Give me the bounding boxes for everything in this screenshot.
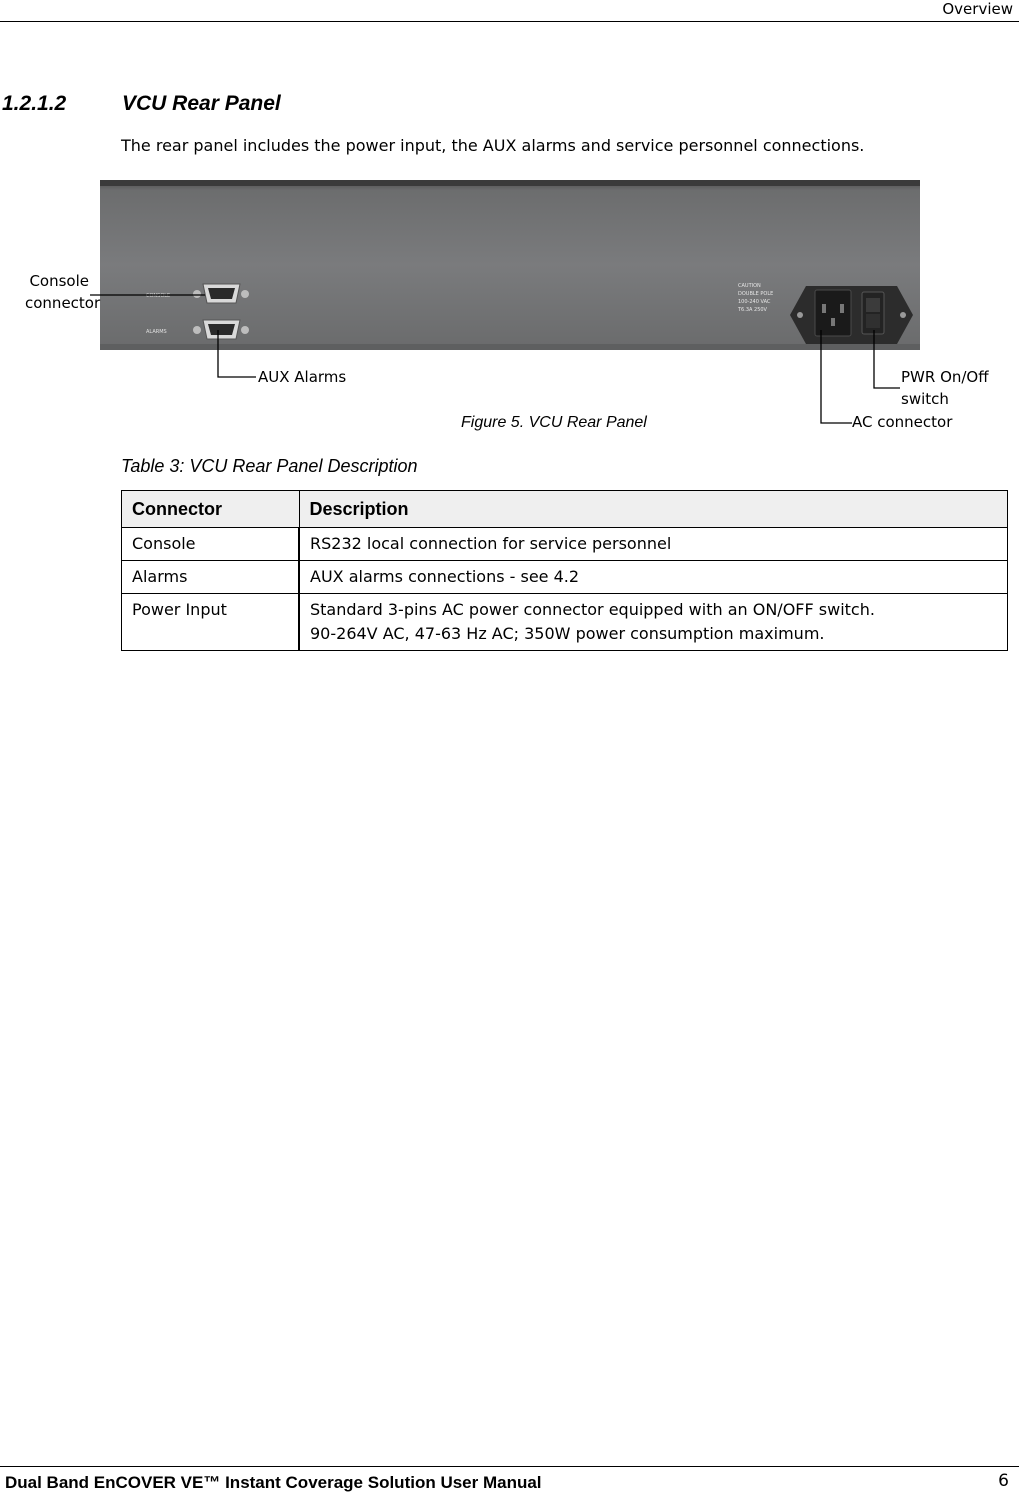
connector-description-table xyxy=(121,490,1008,651)
description-line: 90-264V AC, 47-63 Hz AC; 350W power consumption maximum. xyxy=(310,624,825,643)
table-row xyxy=(122,561,1008,594)
panel-label-alarms: ALARMS xyxy=(146,329,167,335)
callout-pwr-line2: switch xyxy=(901,390,949,408)
caution-line-4: T6.3A 250V xyxy=(738,307,767,313)
caution-line-3: 100-240 VAC xyxy=(738,299,771,305)
page-number: 6 xyxy=(998,1471,1009,1491)
callout-pwr-switch xyxy=(901,366,989,410)
caution-line-2: DOUBLE POLE xyxy=(738,291,774,297)
table-header-row xyxy=(122,491,1008,528)
rear-panel-figure xyxy=(0,170,1019,440)
callout-console-line1: Console xyxy=(29,272,89,290)
intro-paragraph: The rear panel includes the power input, the AUX alarms and service personnel connections. xyxy=(121,136,865,155)
rear-panel-photo xyxy=(0,170,1019,440)
callout-console-line2: connector xyxy=(25,294,101,312)
panel-label-console: CONSOLE xyxy=(146,293,171,299)
callout-pwr-line1: PWR On/Off xyxy=(901,368,989,386)
footer-manual-title: Dual Band EnCOVER VE™ Instant Coverage Solution User Manual xyxy=(5,1473,542,1492)
figure-caption: Figure 5. VCU Rear Panel xyxy=(461,414,647,431)
ac-inlet xyxy=(815,290,851,336)
description-line: AUX alarms connections - see 4.2 xyxy=(310,567,580,586)
description-line: RS232 local connection for service personnel xyxy=(310,534,672,553)
cell-connector: Alarms xyxy=(122,561,300,594)
cell-description xyxy=(299,528,1008,561)
power-entry-module xyxy=(790,286,913,344)
cell-description xyxy=(299,594,1008,651)
table-row xyxy=(122,594,1008,651)
description-line: Standard 3-pins AC power connector equipped with an ON/OFF switch. xyxy=(310,600,875,619)
header-rule xyxy=(0,21,1019,22)
footer-rule xyxy=(0,1466,1019,1467)
section-title: VCU Rear Panel xyxy=(122,92,281,115)
cell-connector: Console xyxy=(122,528,300,561)
caution-line-1: CAUTION xyxy=(738,283,761,289)
cell-description xyxy=(299,561,1008,594)
table-caption: Table 3: VCU Rear Panel Description xyxy=(121,456,418,476)
table-row xyxy=(122,528,1008,561)
callout-console-connector xyxy=(25,270,101,314)
column-header-connector: Connector xyxy=(122,491,300,528)
callout-aux-alarms: AUX Alarms xyxy=(258,368,347,386)
cell-connector: Power Input xyxy=(122,594,300,651)
column-header-description: Description xyxy=(299,491,1008,528)
running-header-section: Overview xyxy=(942,0,1013,18)
callout-ac-connector: AC connector xyxy=(852,413,953,431)
section-number: 1.2.1.2 xyxy=(2,92,67,115)
